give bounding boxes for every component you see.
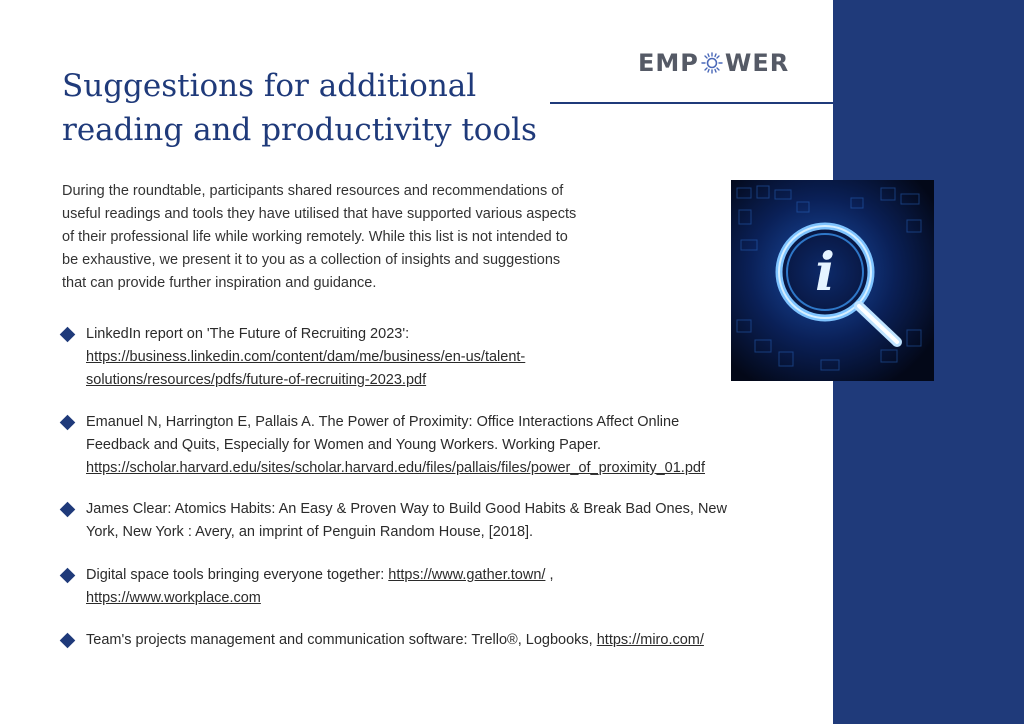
item-text: Digital space tools bringing everyone together:: [86, 567, 389, 583]
link-separator: ,: [545, 567, 554, 583]
empower-logo: [638, 48, 789, 78]
page-title: [62, 64, 542, 152]
intro-line: useful readings and tools they have utilised that have supported various aspects: [62, 206, 577, 222]
diamond-bullet-icon: [60, 415, 76, 431]
gather-town-link[interactable]: https://www.gather.town/: [388, 567, 546, 583]
info-magnifier-icon: [731, 180, 934, 381]
workplace-link[interactable]: https://www.workplace.com: [86, 590, 261, 606]
intro-paragraph: [62, 180, 682, 295]
diamond-bullet-icon: [60, 633, 76, 649]
logo-text-right: WER: [724, 49, 790, 77]
item-text: Team's projects management and communication software: Trello®, Logbooks,: [86, 632, 597, 648]
item-text: Emanuel N, Harrington E, Pallais A. The Power of Proximity: Office Interactions Affect Online: [86, 414, 680, 430]
intro-line: be exhaustive, we present it to you as a collection of insights and suggestions: [62, 252, 561, 268]
title-line-2: reading and productivity tools: [62, 112, 537, 148]
intro-line: that can provide further inspiration and guidance.: [62, 275, 377, 291]
logo-text-left: EMP: [638, 49, 699, 77]
diamond-bullet-icon: [60, 327, 76, 343]
info-magnifier-image: [731, 180, 934, 381]
svg-text:i: i: [815, 242, 835, 303]
intro-line: of their professional life while working remotely. While this list is not intended to: [62, 229, 568, 245]
diamond-bullet-icon: [60, 568, 76, 584]
linkedin-link[interactable]: https://business.linkedin.com/content/dam/me/business/en-us/talent-: [86, 349, 526, 365]
item-text: Feedback and Quits, Especially for Women and Young Workers. Working Paper.: [86, 437, 602, 453]
intro-line: During the roundtable, participants shared resources and recommendations of: [62, 183, 564, 199]
miro-link[interactable]: https://miro.com/: [596, 632, 704, 648]
item-text: LinkedIn report on 'The Future of Recruiting 2023':: [86, 326, 410, 342]
header-rule: [550, 102, 833, 104]
linkedin-link-cont[interactable]: solutions/resources/pdfs/future-of-recruiting-2023.pdf: [86, 372, 427, 388]
title-line-1: Suggestions for additional: [62, 68, 477, 104]
diamond-bullet-icon: [60, 502, 76, 518]
item-text: James Clear: Atomics Habits: An Easy & Proven Way to Build Good Habits & Break Bad Ones, New: [86, 501, 727, 517]
harvard-link[interactable]: https://scholar.harvard.edu/sites/scholar.harvard.edu/files/pallais/files/power_of_proximity_01.pdf: [86, 460, 705, 476]
item-text: York, New York : Avery, an imprint of Penguin Random House, [2018].: [86, 524, 534, 540]
sun-burst-icon: [701, 52, 723, 74]
